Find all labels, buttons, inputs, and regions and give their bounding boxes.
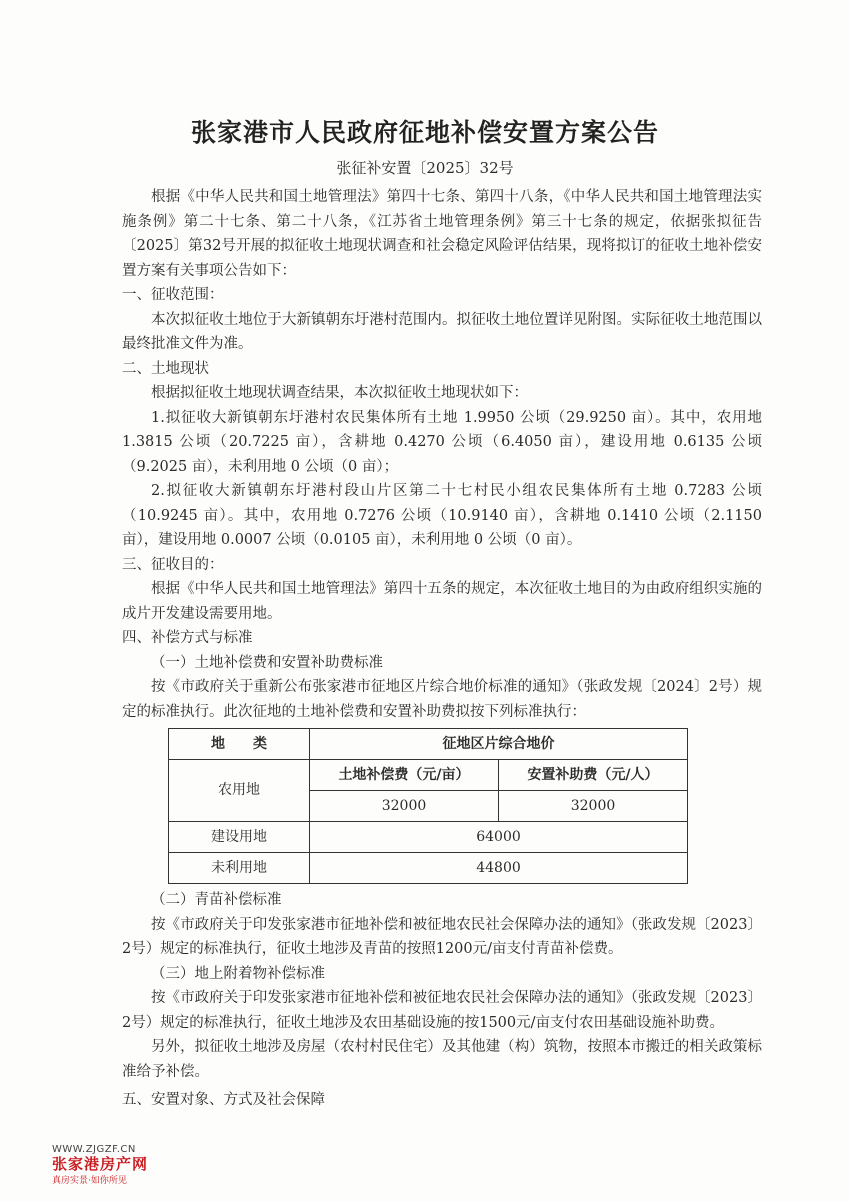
compensation-table [168,728,688,884]
section2-text: 根据拟征收土地现状调查结果，本次拟征收土地现状如下： [151,385,528,401]
table-row-agri-label: 农用地 [169,760,310,822]
section4-sub3-text: 按《市政府关于印发张家港市征地补偿和被征地农民社会保障办法的通知》（张政发规〔2023〕2号）规定的标准执行，征收土地涉及农田基础设施的按1500元/亩支付农田基础设施补助费。 [122,990,762,1031]
table-header-price: 征地区片综合地价 [310,729,688,760]
section1-heading: 一、征收范围： [122,287,224,303]
section2-item1: 1.拟征收大新镇朝东圩港村农民集体所有土地 1.9950 公顷（29.9250 亩）。其中，农用地 1.3815 公顷（20.7225 亩），含耕地 0.4270 公顷（6.4050 亩），建设用地 0.6135 公顷（9.2025 亩），未利用地 0 公顷（0 亩）； [122,409,762,475]
section4-sub3-text2: 另外，拟征收土地涉及房屋（农村村民住宅）及其他建（构）筑物，按照本市搬迁的相关政策标准给予补偿。 [122,1039,762,1080]
table-header-land-comp: 土地补偿费（元/亩） [310,760,499,791]
section4-sub2-text: 按《市政府关于印发张家港市征地补偿和被征地农民社会保障办法的通知》（张政发规〔2023〕2号）规定的标准执行，征收土地涉及青苗的按照1200元/亩支付青苗补偿费。 [122,916,762,957]
section3-text: 根据《中华人民共和国土地管理法》第四十五条的规定，本次征收土地目的为由政府组织实施的成片开发建设需要用地。 [122,581,762,622]
table-row-unused-label: 未利用地 [169,853,310,884]
table-cell-construction-value: 64000 [310,822,688,853]
section2-item2: 2.拟征收大新镇朝东圩港村段山片区第二十七村民小组农民集体所有土地 0.7283 公顷（10.9245 亩）。其中，农用地 0.7276 公顷（10.9140 亩），含耕地 0.1410 公顷（2.1150 亩），建设用地 0.0007 公顷（0.0105 亩），未利用地 0 公顷（0 亩）。 [122,483,762,548]
section5-heading: 五、安置对象、方式及社会保障 [122,1092,325,1108]
table-header-type: 地 类 [169,729,310,760]
section4-heading: 四、补偿方式与标准 [122,630,253,646]
table-cell-agri-resettle: 32000 [499,791,688,822]
table-cell-agri-land-comp: 32000 [310,791,499,822]
table-cell-unused-value: 44800 [310,853,688,884]
document-body [122,185,762,1113]
table-header-resettle: 安置补助费（元/人） [499,760,688,791]
section3-heading: 三、征收目的： [122,556,224,573]
watermark-slogan: 真房实景·如你所见 [52,1176,127,1186]
section1-text: 本次拟征收土地位于大新镇朝东圩港村范围内。拟征收土地位置详见附图。实际征收土地范围以最终批准文件为准。 [122,311,762,352]
table-row-construction-label: 建设用地 [169,822,310,853]
intro-paragraph: 根据《中华人民共和国土地管理法》第四十七条、第四十八条，《中华人民共和国土地管理法实施条例》第二十七条、第二十八条，《江苏省土地管理条例》第三十七条的规定，依据张拟征告〔2025〕第32号开展的拟征收土地现状调查和社会稳定风险评估结果，现将拟订的征收土地补偿安置方案有关事项公告如下： [122,189,762,279]
page-title: 张家港市人民政府征地补偿安置方案公告 [190,118,659,147]
watermark-url: WWW.ZJGZF.CN [52,1144,136,1155]
section4-sub1-heading: （一）土地补偿费和安置补助费标准 [151,654,383,671]
section4-sub3-heading: （三）地上附着物补偿标准 [151,965,325,982]
section4-sub1-text: 按《市政府关于重新公布张家港市征地区片综合地价标准的通知》（张政发规〔2024〕2号）规定的标准执行。此次征地的土地补偿费和安置补助费拟按下列标准执行： [122,679,762,720]
watermark-name: 张家港房产网 [52,1155,149,1173]
document-number: 张征补安置〔2025〕32号 [336,159,514,177]
section4-sub2-heading: （二）青苗补偿标准 [151,892,282,908]
section2-heading: 二、土地现状 [122,360,209,377]
watermark-logo [52,1144,162,1186]
